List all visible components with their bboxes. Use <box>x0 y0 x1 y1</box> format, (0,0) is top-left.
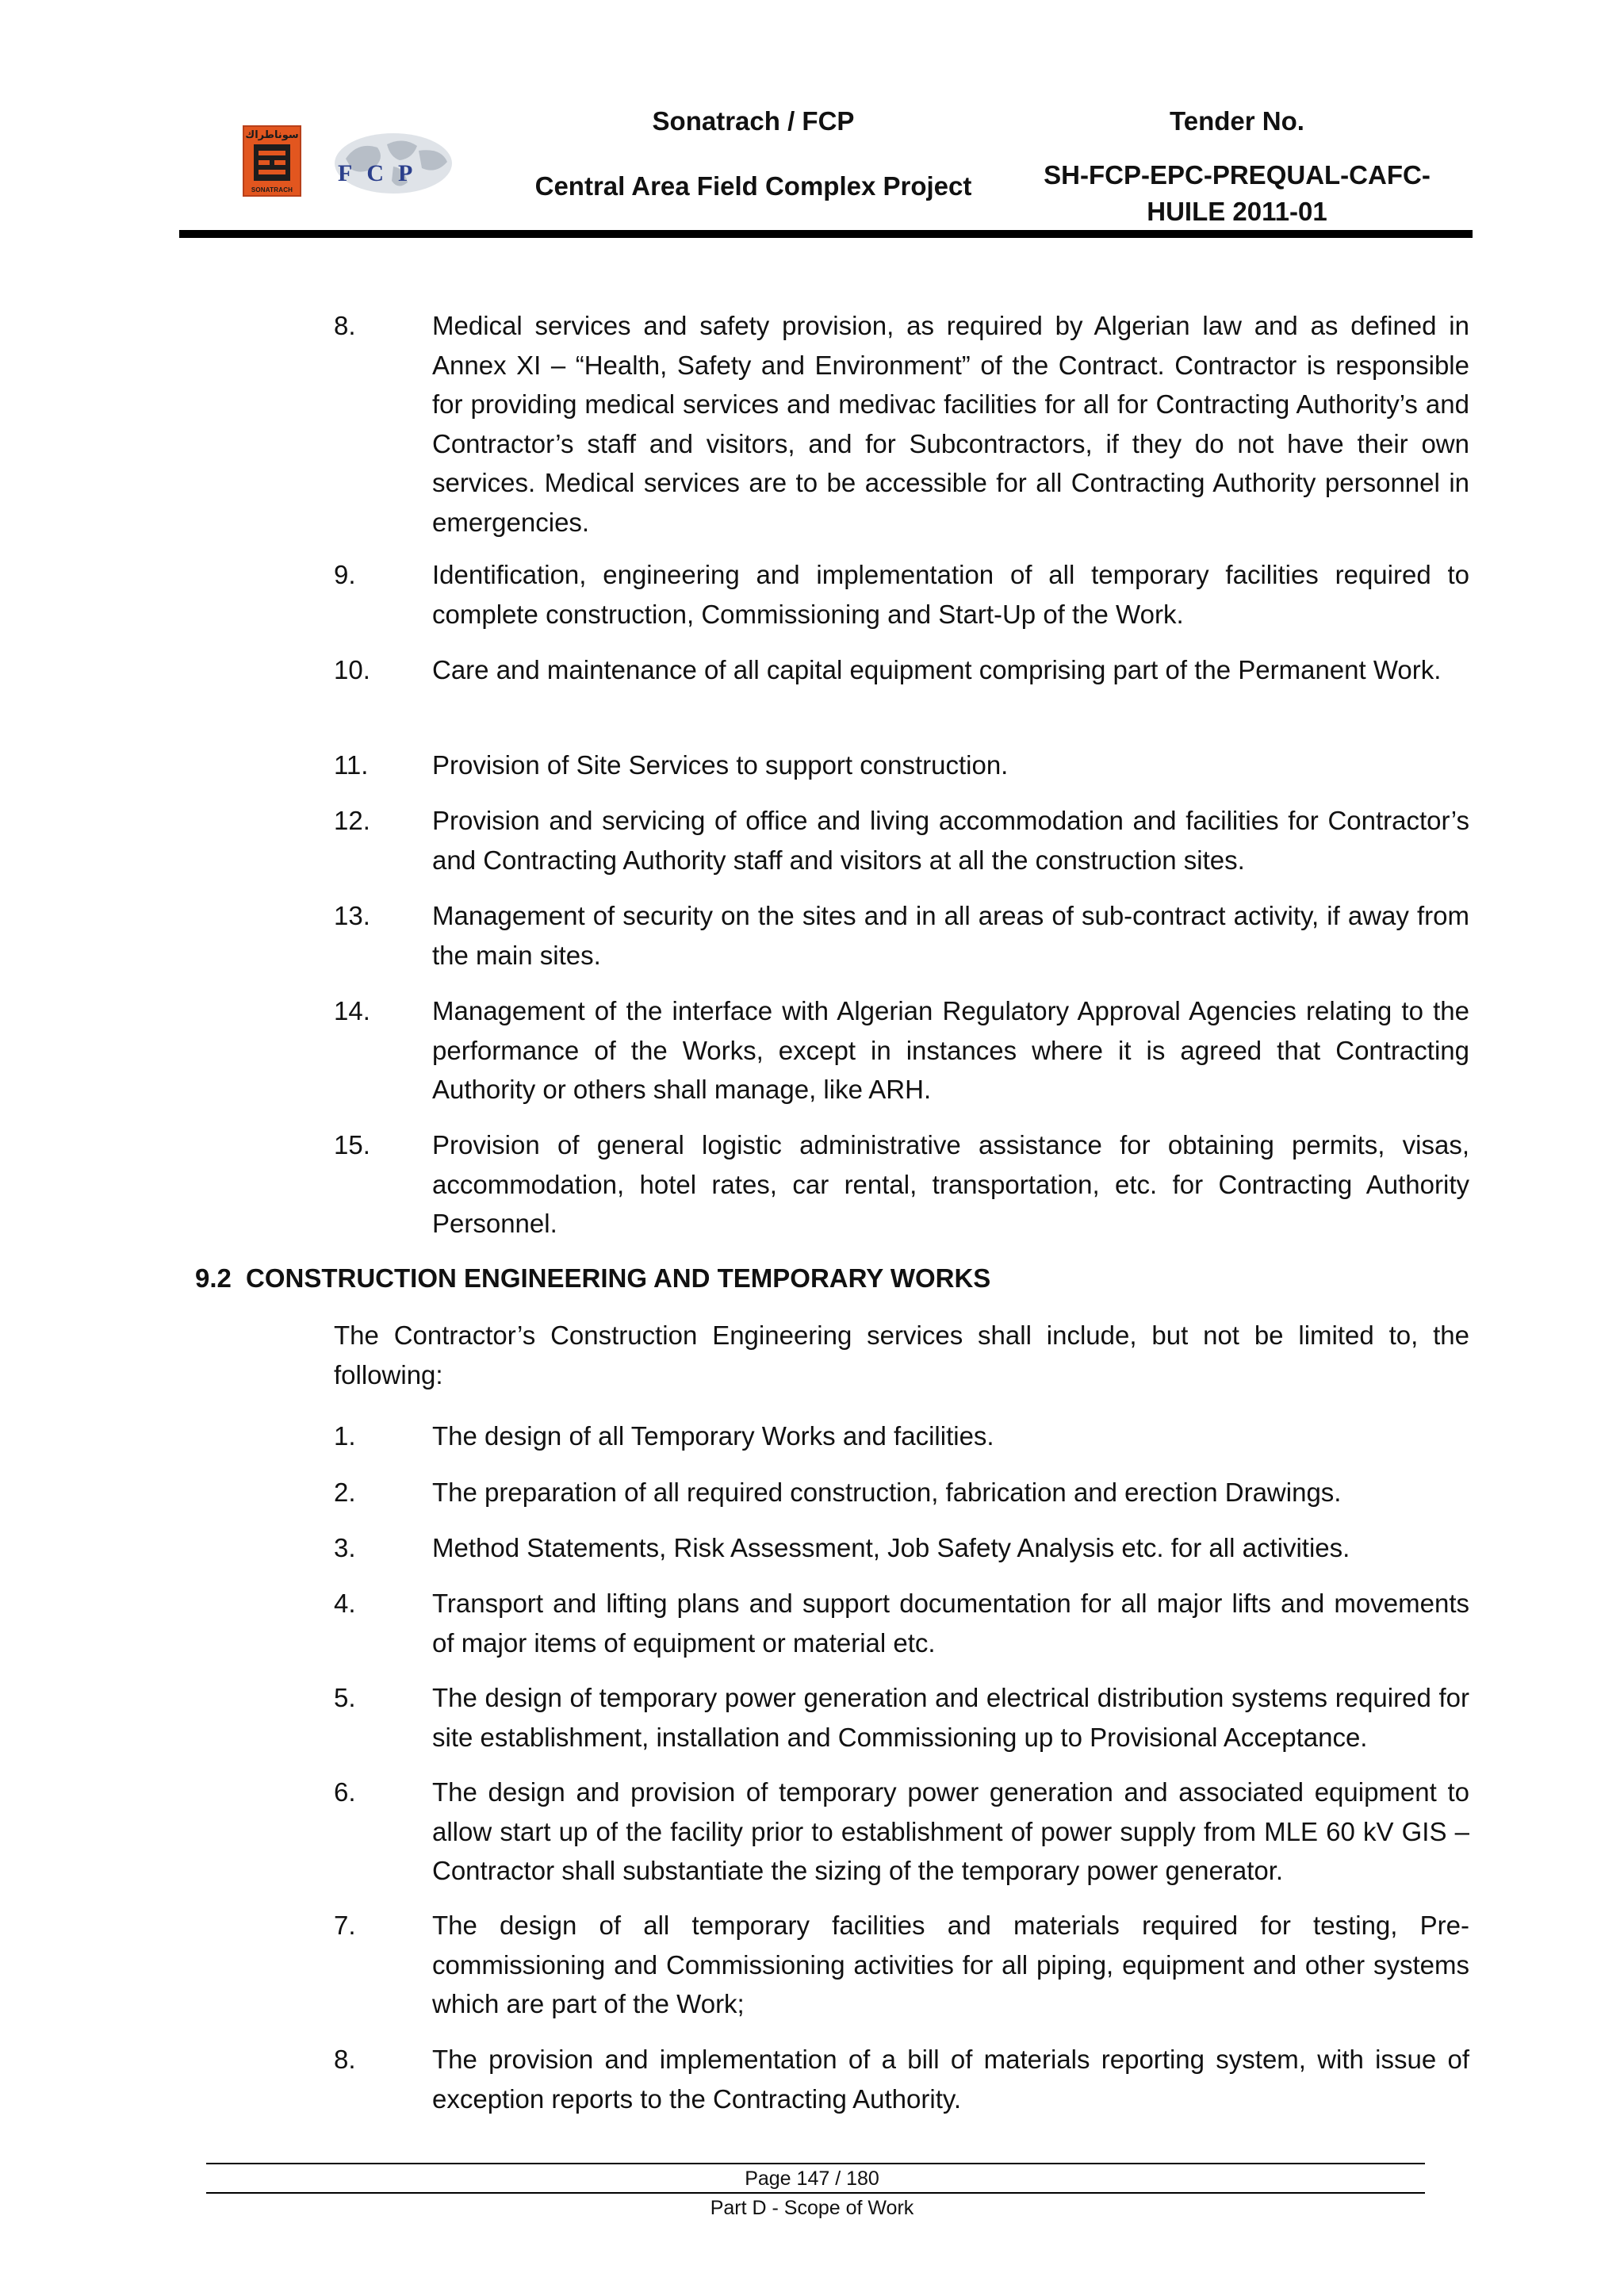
list-item-text: Method Statements, Risk Assessment, Job Safety Analysis etc. for all activities. <box>432 1533 1350 1562</box>
list-item-text: Transport and lifting plans and support documentation for all major lifts and movements of major items of equipment or material etc. <box>432 1589 1469 1658</box>
list-item-number: 1. <box>334 1421 356 1451</box>
sonatrach-logo-latin-text: SONATRACH <box>251 186 293 194</box>
section-heading <box>195 1259 990 1298</box>
list-item-number: 8. <box>334 2045 356 2074</box>
list-item-number: 6. <box>334 1777 356 1807</box>
section-number: 9.2 <box>195 1263 232 1293</box>
list-item-number: 11. <box>334 750 369 780</box>
tender-label: Tender No. <box>1170 106 1304 136</box>
footer-divider-top <box>206 2163 1425 2164</box>
sonatrach-emblem-icon <box>254 144 290 181</box>
list-item-number: 3. <box>334 1533 356 1562</box>
list-item-number: 2. <box>334 1478 356 1507</box>
list-item-number: 12. <box>334 806 370 835</box>
list-item-number: 7. <box>334 1911 356 1940</box>
header-divider <box>179 230 1473 238</box>
footer-divider-bottom <box>206 2192 1425 2194</box>
list-item-text: Identification, engineering and implementation of all temporary facilities required to complete construction, Commissioning and Start-Up of the Work. <box>432 560 1469 629</box>
list-item-number: 14. <box>334 996 370 1025</box>
page-number: Page 147 / 180 <box>745 2168 879 2190</box>
list-item-text: The design of temporary power generation and electrical distribution systems required for site establishment, installation and Commissioning up to Provisional Acceptance. <box>432 1683 1469 1752</box>
list-item-number: 4. <box>334 1589 356 1618</box>
project-name: Central Area Field Complex Project <box>534 171 972 201</box>
list-item-text: Provision and servicing of office and living accommodation and facilities for Contractor’s and Contracting Authority staff and visitors at all the construction sites. <box>432 806 1469 875</box>
list-item-text: The design of all Temporary Works and facilities. <box>432 1421 994 1451</box>
page-header <box>0 0 1624 246</box>
list-item-text: The preparation of all required construction, fabrication and erection Drawings. <box>432 1478 1342 1507</box>
list-item-text: Care and maintenance of all capital equipment comprising part of the Permanent Work. <box>432 655 1442 684</box>
list-item-text: Management of the interface with Algerian Regulatory Approval Agencies relating to the performance of the Works, except in instances where it is agreed that Contracting Authority or others shall manage, like ARH. <box>432 996 1469 1104</box>
sonatrach-logo <box>243 125 301 197</box>
footer-part-label: Part D - Scope of Work <box>710 2197 914 2219</box>
tender-number: SH-FCP-EPC-PREQUAL-CAFC-HUILE 2011-01 <box>1044 160 1431 226</box>
company-name: Sonatrach / FCP <box>652 106 855 136</box>
list-item-number: 9. <box>334 560 356 589</box>
sonatrach-logo-arabic-text: سوناطراك <box>245 128 299 140</box>
list-item-number: 8. <box>334 311 356 340</box>
list-item-number: 10. <box>334 655 370 684</box>
list-item-text: The design of all temporary facilities and materials required for testing, Pre-commissioning and Commissioning activities for all piping, equipment and other systems which are part of the Work; <box>432 1911 1469 2018</box>
list-item-text: The design and provision of temporary power generation and associated equipment to allow start up of the facility prior to establishment of power supply from MLE 60 kV GIS – Contractor shall substantiate the sizing of the temporary power generator. <box>432 1777 1469 1885</box>
list-item-text: The provision and implementation of a bill of materials reporting system, with issue of exception reports to the Contracting Authority. <box>432 2045 1469 2114</box>
section-intro: The Contractor’s Construction Engineering services shall include, but not be limited to, the following: <box>334 1320 1469 1389</box>
list-item-number: 15. <box>334 1130 370 1159</box>
list-item-text: Management of security on the sites and in all areas of sub-contract activity, if away from the main sites. <box>432 901 1469 970</box>
list-item-number: 5. <box>334 1683 356 1712</box>
fcp-logo-text: FCP <box>338 160 427 186</box>
fcp-logo <box>330 127 457 200</box>
list-item-text: Medical services and safety provision, as required by Algerian law and as defined in Annex XI – “Health, Safety and Environment” of the Contract. Contractor is responsible for providing medical services and medivac facilities for all for Contracting Authority’s and Contractor’s staff and visitors, and for Subcontractors, if they do not have their own services. Medical services are to be accessible for all Contracting Authority personnel in emergencies. <box>432 311 1469 537</box>
list-item-text: Provision of general logistic administrative assistance for obtaining permits, visas, accommodation, hotel rates, car rental, transportation, etc. for Contracting Authority Personnel. <box>432 1130 1469 1238</box>
list-item-number: 13. <box>334 901 370 930</box>
section-title: CONSTRUCTION ENGINEERING AND TEMPORARY WORKS <box>246 1263 991 1293</box>
list-item-text: Provision of Site Services to support construction. <box>432 750 1009 780</box>
